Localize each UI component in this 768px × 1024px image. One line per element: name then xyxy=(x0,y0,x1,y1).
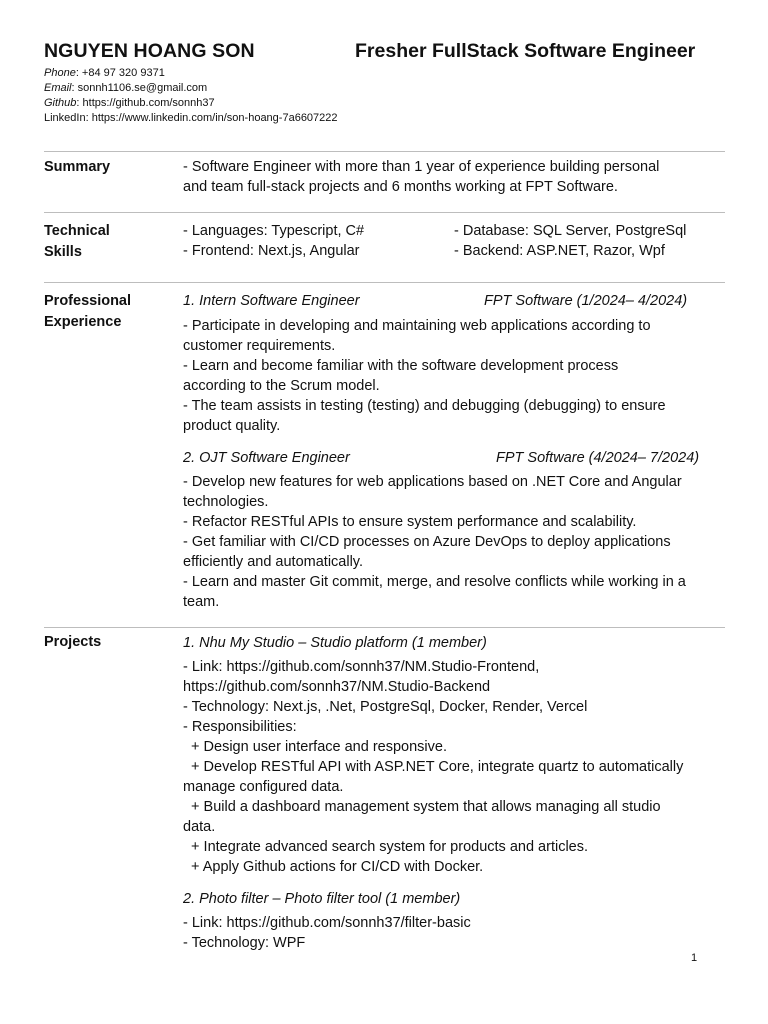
section-label-summary: Summary xyxy=(44,159,111,175)
contact-github: Github: https://github.com/sonnh37 xyxy=(44,97,215,109)
project-description-2: - Link: https://github.com/sonnh37/filter-basic - Technology: WPF xyxy=(183,915,471,951)
section-label-skills: Technical Skills xyxy=(44,223,110,260)
job-title-2: 2. OJT Software Engineer xyxy=(183,450,350,466)
skill-backend: - Backend: ASP.NET, Razor, Wpf xyxy=(454,243,665,259)
page-number: 1 xyxy=(691,952,698,964)
skill-frontend: - Frontend: Next.js, Angular xyxy=(183,243,360,259)
job-title-1: 1. Intern Software Engineer xyxy=(183,293,360,309)
job-description-1: - Participate in developing and maintaining web applications according to customer requirements. - Learn and become familiar with the software development process according to the Scrum model. - The team assists in testing (testing) and debugging (debugging) to ensure product quality. xyxy=(183,318,666,434)
contact-phone: Phone: +84 97 320 9371 xyxy=(44,67,165,79)
contact-linkedin: LinkedIn: https://www.linkedin.com/in/son-hoang-7a6607222 xyxy=(44,112,338,124)
section-divider xyxy=(44,212,725,213)
section-divider xyxy=(44,627,725,628)
job-company-2: FPT Software (4/2024– 7/2024) xyxy=(496,450,700,466)
skills-list xyxy=(183,221,728,261)
project-title-2: 2. Photo filter – Photo filter tool (1 member) xyxy=(183,891,461,907)
contact-email: Email: sonnh1106.se@gmail.com xyxy=(44,82,208,94)
job-header xyxy=(183,291,728,311)
job-description-2: - Develop new features for web applications based on .NET Core and Angular technologies. - Refactor RESTful APIs to ensure system performance and scalability. - Get familiar with CI/CD processes on Azure DevOps to deploy applications efficiently and automatically. - Learn and master Git commit, merge, and resolve conflicts while working in a team. xyxy=(183,474,686,610)
skill-languages: - Languages: Typescript, C# xyxy=(183,223,365,239)
job-company-1: FPT Software (1/2024– 4/2024) xyxy=(484,293,688,309)
job-title: Fresher FullStack Software Engineer xyxy=(355,40,696,62)
project-description-1: - Link: https://github.com/sonnh37/NM.Studio-Frontend, https://github.com/sonnh37/NM.Studio-Backend - Technology: Next.js, .Net, PostgreSql, Docker, Render, Vercel - Responsibilities: + Design user interface and responsive. + Develop RESTful API with ASP.NET Core, integrate quartz to automatically manage configured data. + Build a dashboard management system that allows managing all studio data. + Integrate advanced search system for products and articles. + Apply Github actions for CI/CD with Docker. xyxy=(183,659,684,875)
contact-block xyxy=(44,66,338,126)
section-label-experience: Professional Experience xyxy=(44,293,132,330)
section-divider xyxy=(44,282,725,283)
section-divider xyxy=(44,151,725,152)
project-title-1: 1. Nhu My Studio – Studio platform (1 member) xyxy=(183,635,487,651)
section-label-projects: Projects xyxy=(44,634,102,650)
candidate-name: NGUYEN HOANG SON xyxy=(44,40,255,62)
summary-text: - Software Engineer with more than 1 year of experience building personal and team full-stack projects and 6 months working at FPT Software. xyxy=(183,159,660,195)
skill-database: - Database: SQL Server, PostgreSql xyxy=(454,223,687,239)
job-header xyxy=(183,448,728,468)
